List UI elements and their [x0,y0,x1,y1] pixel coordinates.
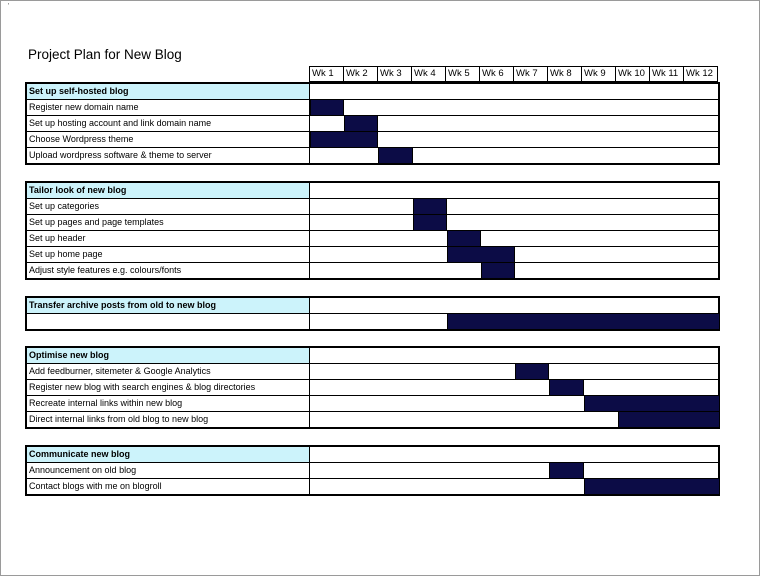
week-header-cell: Wk 11 [649,66,683,82]
task-timeline [310,215,718,230]
task-name: Set up hosting account and link domain name [27,116,310,131]
task-row [27,363,718,379]
task-row [27,131,718,147]
section-header-timeline [310,183,718,198]
task-name: Set up home page [27,247,310,262]
task-section [25,181,720,280]
gantt-bar [447,230,481,247]
task-row [27,478,718,494]
task-timeline [310,116,718,131]
section-title: Transfer archive posts from old to new blog [27,298,310,313]
gantt-bar [344,115,378,132]
task-row [27,411,718,427]
section-title: Set up self-hosted blog [27,84,310,99]
task-name: Set up pages and page templates [27,215,310,230]
week-header-cell: Wk 4 [411,66,445,82]
section-header-timeline [310,84,718,99]
task-name: Direct internal links from old blog to new blog [27,412,310,427]
task-timeline [310,231,718,246]
task-timeline [310,132,718,147]
section-header-row [27,447,718,462]
week-header-cell: Wk 6 [479,66,513,82]
gantt-bar [584,395,721,412]
gantt-bar [447,313,721,330]
gantt-bar [549,462,583,479]
week-header-cell: Wk 9 [581,66,615,82]
task-name [27,314,310,329]
gantt-bar [481,262,515,279]
task-timeline [310,263,718,278]
task-name: Announcement on old blog [27,463,310,478]
week-header-cell: Wk 1 [309,66,343,82]
task-row [27,214,718,230]
section-header-timeline [310,298,718,313]
gantt-bar [310,99,344,116]
section-header-timeline [310,447,718,462]
task-timeline [310,247,718,262]
task-section [25,296,720,331]
section-title: Optimise new blog [27,348,310,363]
section-title: Tailor look of new blog [27,183,310,198]
task-timeline [310,100,718,115]
week-header-cell: Wk 8 [547,66,581,82]
task-row [27,462,718,478]
gantt-bar [447,246,515,263]
task-name: Choose Wordpress theme [27,132,310,147]
section-header-row [27,84,718,99]
task-timeline [310,380,718,395]
task-section [25,445,720,496]
gantt-bar [549,379,583,396]
task-timeline [310,412,718,427]
gantt-bar [378,147,412,164]
task-row [27,198,718,214]
task-timeline [310,364,718,379]
task-row [27,99,718,115]
section-header-timeline [310,348,718,363]
task-name: Recreate internal links within new blog [27,396,310,411]
task-name: Register new blog with search engines & blog directories [27,380,310,395]
task-name: Upload wordpress software & theme to server [27,148,310,163]
week-header-cell: Wk 10 [615,66,649,82]
section-header-row [27,348,718,363]
task-name: Contact blogs with me on blogroll [27,479,310,494]
task-name: Set up categories [27,199,310,214]
task-name: Set up header [27,231,310,246]
week-header-cell: Wk 3 [377,66,411,82]
task-row [27,230,718,246]
week-header-cell: Wk 2 [343,66,377,82]
gantt-bar [584,478,721,495]
section-header-row [27,298,718,313]
gantt-bar [618,411,721,428]
corner-mark: ' [8,3,10,10]
task-section [25,346,720,429]
task-row [27,262,718,278]
task-timeline [310,396,718,411]
task-row [27,379,718,395]
gantt-bar [413,198,447,215]
gantt-bar [310,131,378,148]
task-row [27,115,718,131]
task-name: Register new domain name [27,100,310,115]
section-header-row [27,183,718,198]
task-row [27,395,718,411]
task-timeline [310,463,718,478]
task-timeline [310,199,718,214]
week-header [309,66,720,82]
task-row [27,313,718,329]
page-title: Project Plan for New Blog [28,47,182,62]
task-timeline [310,314,718,329]
week-header-cell: Wk 12 [683,66,718,82]
task-row [27,246,718,262]
task-timeline [310,479,718,494]
section-title: Communicate new blog [27,447,310,462]
task-name: Adjust style features e.g. colours/fonts [27,263,310,278]
week-header-cell: Wk 5 [445,66,479,82]
task-section [25,82,720,165]
task-name: Add feedburner, sitemeter & Google Analytics [27,364,310,379]
gantt-bar [515,363,549,380]
week-header-cell: Wk 7 [513,66,547,82]
task-row [27,147,718,163]
task-timeline [310,148,718,163]
gantt-bar [413,214,447,231]
